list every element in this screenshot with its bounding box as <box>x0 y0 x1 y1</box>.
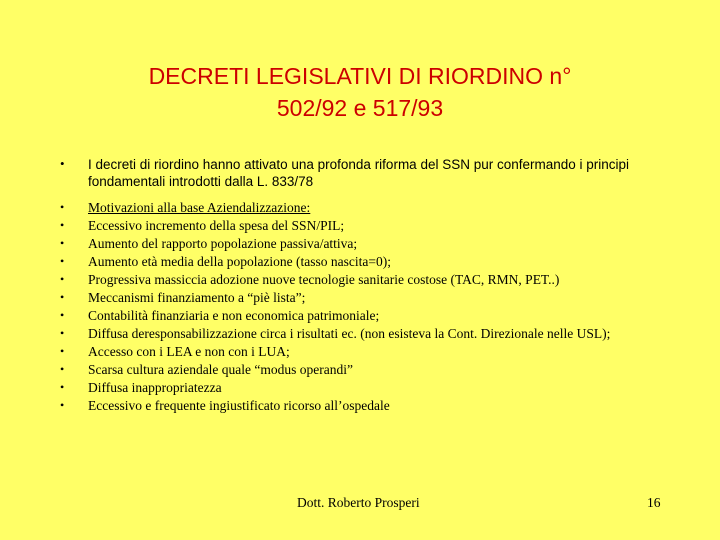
footer-author: Dott. Roberto Prosperi <box>297 495 420 510</box>
list-item <box>60 289 690 306</box>
list-item-text: Meccanismi finanziamento a “piè lista”; <box>88 290 306 305</box>
bullet-icon: • <box>60 156 65 171</box>
slide-title <box>60 60 660 124</box>
list-item-text: Progressiva massiccia adozione nuove tecnologie sanitarie costose (TAC, RMN, PET..) <box>88 272 560 287</box>
bullet-icon: • <box>60 236 65 250</box>
list-item-text: Diffusa deresponsabilizzazione circa i risultati ec. (non esisteva la Cont. Direzionale nelle USL); <box>88 326 611 341</box>
bullet-icon: • <box>60 344 65 358</box>
bullet-icon: • <box>60 200 65 214</box>
list-item <box>60 217 690 234</box>
list-item <box>60 361 690 378</box>
slide-title-line-1: DECRETI LEGISLATIVI DI RIORDINO n° <box>148 63 572 89</box>
bullet-icon: • <box>60 254 65 268</box>
list-item <box>60 325 690 342</box>
bullet-list <box>60 199 690 415</box>
bullet-icon: • <box>60 326 65 340</box>
bullet-icon: • <box>60 362 65 376</box>
bullet-icon: • <box>60 380 65 394</box>
page-number: 16 <box>647 495 661 510</box>
slide-title-line-2: 502/92 e 517/93 <box>276 95 444 121</box>
bullet-icon: • <box>60 290 65 304</box>
list-item <box>60 271 690 288</box>
list-item <box>60 343 690 360</box>
list-item-text: Contabilità finanziaria e non economica patrimoniale; <box>88 308 380 323</box>
list-item <box>60 379 690 396</box>
list-item <box>60 235 690 252</box>
list-item <box>60 253 690 270</box>
list-item-text: Aumento del rapporto popolazione passiva/attiva; <box>88 236 358 251</box>
bullet-icon: • <box>60 272 65 286</box>
bullet-icon: • <box>60 398 65 412</box>
list-item <box>60 199 690 216</box>
list-item-text: Scarsa cultura aziendale quale “modus operandi” <box>88 362 354 377</box>
list-item-text: Eccessivo e frequente ingiustificato ricorso all’ospedale <box>88 398 390 413</box>
list-item-text: Motivazioni alla base Aziendalizzazione: <box>88 200 311 215</box>
bullet-icon: • <box>60 308 65 322</box>
list-item <box>60 397 690 414</box>
bullet-icon: • <box>60 218 65 232</box>
intro-text: I decreti di riordino hanno attivato una profonda riforma del SSN pur confermando i principi fondamentali introdotti dalla L. 833/78 <box>88 157 630 189</box>
list-item-text: Accesso con i LEA e non con i LUA; <box>88 344 290 359</box>
list-item <box>60 307 690 324</box>
list-item-text: Diffusa inappropriatezza <box>88 380 222 395</box>
list-item-text: Aumento età media della popolazione (tasso nascita=0); <box>88 254 392 269</box>
list-item-text: Eccessivo incremento della spesa del SSN/PIL; <box>88 218 345 233</box>
